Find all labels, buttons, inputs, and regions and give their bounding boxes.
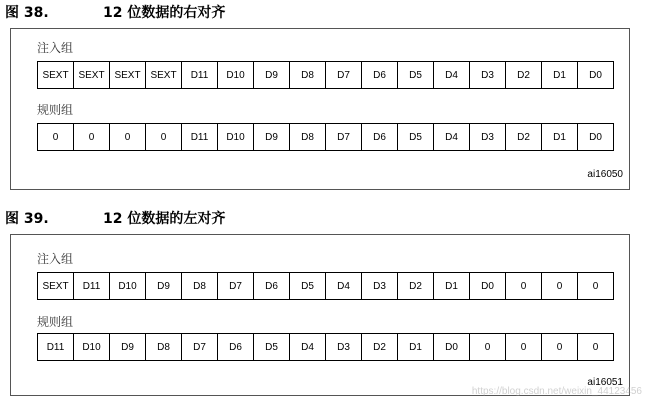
bit-cell: D1 (433, 273, 469, 299)
bit-cell: 0 (109, 124, 145, 150)
bit-cell: 0 (541, 334, 577, 360)
bit-cell: D9 (253, 124, 289, 150)
bit-cell: D8 (289, 62, 325, 88)
bit-cell: 0 (577, 334, 613, 360)
bit-cell: 0 (52, 131, 59, 143)
bit-cell: D8 (145, 334, 181, 360)
bit-cell: D3 (469, 124, 505, 150)
injected-group-label: 注入组 (37, 41, 74, 55)
bit-cell: D2 (361, 334, 397, 360)
bit-cell: D0 (577, 124, 613, 150)
bit-cell: D3 (469, 62, 505, 88)
bit-cell: D2 (505, 124, 541, 150)
regular-register-row (37, 123, 614, 151)
bit-cell: D3 (361, 273, 397, 299)
bit-cell: 0 (541, 273, 577, 299)
bit-cell: D11 (181, 124, 217, 150)
figure-39-caption: 12 位数据的左对齐 (103, 211, 226, 227)
bit-cell: 0 (145, 124, 181, 150)
figure-39-panel (10, 234, 630, 396)
bit-cell: D5 (289, 273, 325, 299)
bit-cell: D5 (397, 62, 433, 88)
bit-cell: D4 (433, 62, 469, 88)
bit-cell: 0 (577, 273, 613, 299)
bit-cell: D6 (217, 334, 253, 360)
bit-cell: D10 (217, 62, 253, 88)
bit-cell: D8 (289, 124, 325, 150)
figure-39-title (5, 211, 225, 227)
bit-cell: D9 (109, 334, 145, 360)
figure-39-id: ai16051 (587, 377, 623, 388)
bit-cell: D7 (325, 62, 361, 88)
regular-group-label: 规则组 (37, 315, 74, 329)
figure-38-number: 图 38. (5, 5, 49, 21)
bit-cell: 0 (469, 334, 505, 360)
bit-cell: D4 (433, 124, 469, 150)
bit-cell: D0 (469, 273, 505, 299)
bit-cell: 0 (505, 273, 541, 299)
figure-38-panel (10, 28, 630, 190)
bit-cell: D2 (397, 273, 433, 299)
bit-cell: D4 (289, 334, 325, 360)
bit-cell: D1 (541, 62, 577, 88)
injected-group-label: 注入组 (37, 252, 74, 266)
bit-cell: D1 (397, 334, 433, 360)
bit-cell: D0 (577, 62, 613, 88)
bit-cell: D6 (253, 273, 289, 299)
figure-39-number: 图 39. (5, 211, 49, 227)
bit-cell: D5 (397, 124, 433, 150)
bit-cell: D10 (73, 334, 109, 360)
bit-cell: D4 (325, 273, 361, 299)
bit-cell: D7 (217, 273, 253, 299)
bit-cell: D9 (253, 62, 289, 88)
injected-register-row (37, 61, 614, 89)
bit-cell: D11 (73, 273, 109, 299)
bit-cell: D0 (433, 334, 469, 360)
regular-register-row (37, 333, 614, 361)
figure-38-caption: 12 位数据的右对齐 (103, 5, 226, 21)
bit-cell: D1 (541, 124, 577, 150)
bit-cell: D6 (361, 124, 397, 150)
bit-cell: D2 (505, 62, 541, 88)
watermark: https://blog.csdn.net/weixin_44123456 (471, 386, 642, 397)
bit-cell: SEXT (73, 62, 109, 88)
bit-cell: D7 (181, 334, 217, 360)
bit-cell: SEXT (42, 280, 69, 292)
bit-cell: D6 (361, 62, 397, 88)
bit-cell: SEXT (145, 62, 181, 88)
injected-register-row (37, 272, 614, 300)
bit-cell: D8 (181, 273, 217, 299)
bit-cell: D5 (253, 334, 289, 360)
bit-cell: D10 (109, 273, 145, 299)
bit-cell: D11 (46, 341, 65, 353)
bit-cell: SEXT (42, 69, 69, 81)
bit-cell: D7 (325, 124, 361, 150)
bit-cell: D11 (181, 62, 217, 88)
bit-cell: D3 (325, 334, 361, 360)
bit-cell: SEXT (109, 62, 145, 88)
figure-38-id: ai16050 (587, 169, 623, 180)
bit-cell: D9 (145, 273, 181, 299)
regular-group-label: 规则组 (37, 103, 74, 117)
bit-cell: 0 (73, 124, 109, 150)
bit-cell: 0 (505, 334, 541, 360)
bit-cell: D10 (217, 124, 253, 150)
figure-38-title (5, 5, 225, 21)
